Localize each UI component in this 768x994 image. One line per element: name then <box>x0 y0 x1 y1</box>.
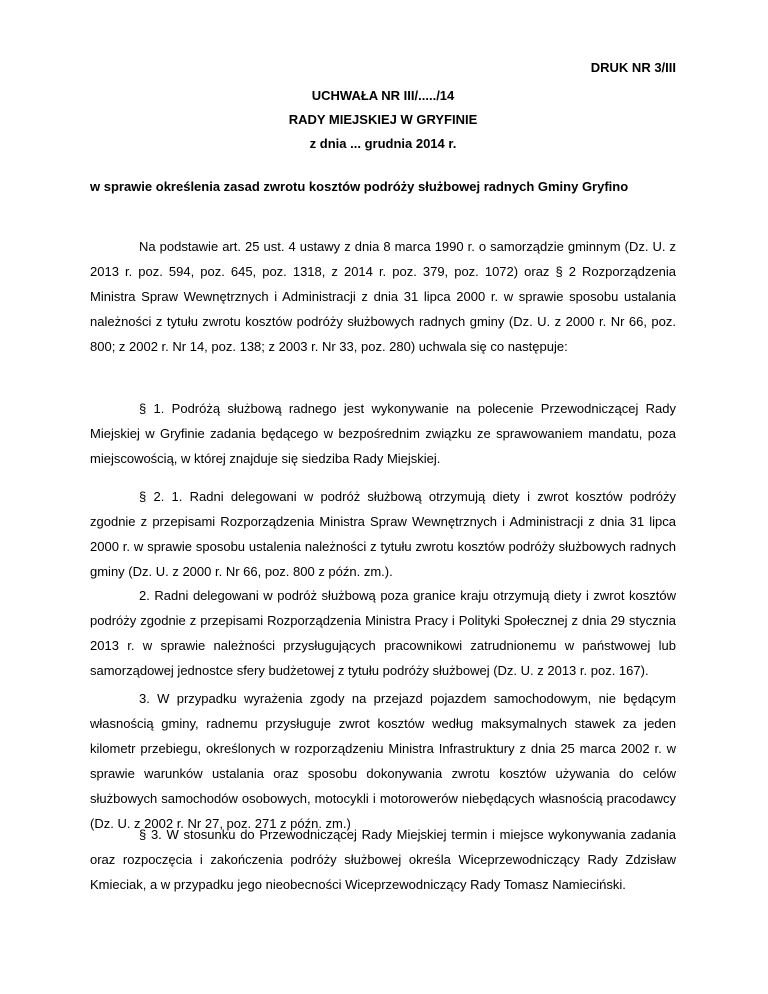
section-1-paragraph: § 1. Podróżą służbową radnego jest wykonywanie na polecenie Przewodniczącej Rady Miejskiej w Gryfinie zadania będącego w bezpośrednim związku ze sprawowaniem mandatu, poza miejscowością, w której znajduje się siedziba Rady Miejskiej. <box>90 401 676 466</box>
resolution-header <box>90 84 676 156</box>
resolution-subject: w sprawie określenia zasad zwrotu kosztów podróży służbowej radnych Gminy Gryfino <box>90 179 629 194</box>
section-2-point-1: § 2. 1. Radni delegowani w podróż służbową otrzymują diety i zwrot kosztów podróży zgodnie z przepisami Rozporządzenia Ministra Spraw Wewnętrznych i Administracji z dnia 31 lipca 2000 r. w sprawie sposobu ustalenia należności z tytułu zwrotu kosztów podróży służbowych radnych gminy (Dz. U. z 2000 r. Nr 66, poz. 800 z późn. zm.). <box>90 489 676 579</box>
section-2-point-3: 3. W przypadku wyrażenia zgody na przejazd pojazdem samochodowym, nie będącym własnością gminy, radnemu przysługuje zwrot kosztów według maksymalnych stawek za jeden kilometr przebiegu, określonych w rozporządzeniu Ministra Infrastruktury z dnia 25 marca 2002 r. w sprawie warunków ustalania oraz sposobu dokonywania zwrotu kosztów używania do celów służbowych samochodów osobowych, motocykli i motorowerów niebędących własnością pracodawcy (Dz. U. z 2002 r. Nr 27, poz. 271 z późn. zm.) <box>90 691 676 831</box>
council-name: RADY MIEJSKIEJ W GRYFINIE <box>288 112 478 127</box>
resolution-number: UCHWAŁA NR III/...../14 <box>311 88 455 103</box>
section-2-point-2: 2. Radni delegowani w podróż służbową poza granice kraju otrzymują diety i zwrot kosztów podróży zgodnie z przepisami Rozporządzenia Ministra Pracy i Polityki Społecznej z dnia 29 stycznia 2013 r. w sprawie należności przysługujących pracownikowi zatrudnionemu w państwowej lub samorządowej jednostce sfery budżetowej z tytułu podróży służbowej (Dz. U. z 2013 r. poz. 167). <box>90 588 676 678</box>
druk-number: DRUK NR 3/III <box>590 60 676 75</box>
resolution-date: z dnia ... grudnia 2014 r. <box>309 136 457 151</box>
section-3-paragraph: § 3. W stosunku do Przewodniczącej Rady Miejskiej termin i miejsce wykonywania zadania oraz rozpoczęcia i zakończenia podróży służbowej określa Wiceprzewodniczący Rady Zdzisław Kmieciak, a w przypadku jego nieobecności Wiceprzewodniczący Rady Tomasz Namieciński. <box>90 827 676 892</box>
legal-basis-paragraph: Na podstawie art. 25 ust. 4 ustawy z dnia 8 marca 1990 r. o samorządzie gminnym (Dz. U. z 2013 r. poz. 594, poz. 645, poz. 1318, z 2014 r. poz. 379, poz. 1072) oraz § 2 Rozporządzenia Ministra Spraw Wewnętrznych i Administracji z dnia 31 lipca 2000 r. w sprawie sposobu ustalania należności z tytułu zwrotu kosztów podróży służbowych radnych gminy (Dz. U. z 2000 r. Nr 66, poz. 800; z 2002 r. Nr 14, poz. 138; z 2003 r. Nr 33, poz. 280) uchwala się co następuje: <box>90 239 676 354</box>
